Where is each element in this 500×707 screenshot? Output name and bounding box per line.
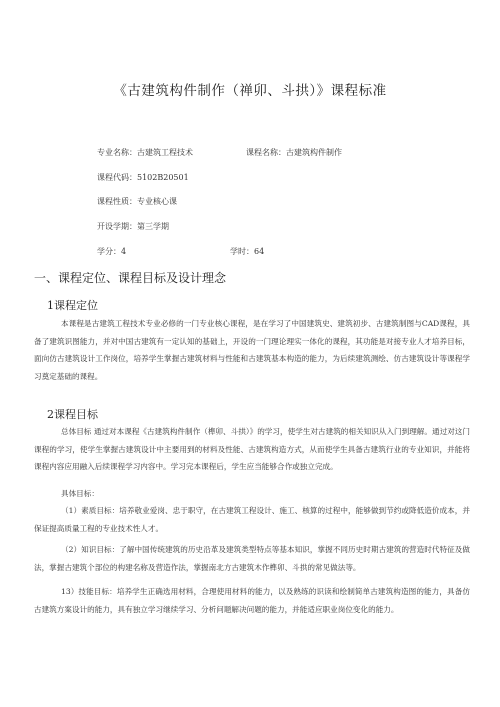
knowledge-goal-paragraph: （2）知识目标：了解中国传统建筑的历史沿革及建筑类型特点等基本知识，掌握不同历史时期古建筑的营造时代特征及做法，掌握古建筑个部位的构建名称及营造作法，掌握南北方古建筑木作榫卯、斗拱的常见做法等。 bbox=[34, 545, 470, 572]
skill-goal-paragraph: 13）技能目标：培养学生正确选用材料，合理使用材料的能力，以及熟练的识读和绘制简单古建筑构造图的能力，具备仿古建筑方案设计的能力，具有独立学习继续学习、分析问题解决问题的能力，并能适应职业岗位变化的能力。 bbox=[34, 587, 470, 614]
hours: 学时：64 bbox=[230, 247, 265, 256]
semester: 开设学期：第三学期 bbox=[97, 222, 169, 231]
major-name: 专业名称：古建筑工程技术 bbox=[97, 148, 193, 157]
specific-goals-label: 具体目标： bbox=[61, 489, 99, 498]
course-code: 课程代码：5102B20501 bbox=[97, 173, 189, 182]
quality-goal-paragraph: （1）素质目标：培养敬业爱岗、忠于职守，在古建筑工程设计、施工、核算的过程中，能够做到节约或降低造价成本，并保证提高质量工程的专业技术性人才。 bbox=[34, 506, 470, 533]
document-title: 《古建筑构件制作（禅卯、斗拱）》课程标准 bbox=[113, 83, 387, 99]
course-name: 课程名称：古建筑构件制作 bbox=[246, 148, 342, 157]
subsection-heading-goals: 2课程目标 bbox=[47, 408, 98, 421]
credits: 学分：4 bbox=[97, 247, 127, 256]
section-heading-1: 一、课程定位、课程目标及设计理念 bbox=[34, 271, 227, 285]
course-type: 课程性质：专业核心课 bbox=[97, 197, 177, 206]
positioning-paragraph: 本课程是古建筑工程技术专业必修的一门专业核心课程，是在学习了中国建筑史、建筑初步、古建筑制图与CAD课程，具备了建筑识图能力，并对中国古建筑有一定认知的基础上，开设的一门理论理实一体化的课程，其功能是对接专业人才培养目标，面向仿古建筑设计工作岗位，培养学生掌握古建筑材料与性能和古建筑基本构造的能力，为后续建筑测绘、仿古建筑设计等课程学习奠定基础的课程。 bbox=[34, 319, 470, 381]
general-goal-paragraph: 总体目标 通过对本课程《古建筑构件制作（榫卯、斗拱）》的学习，使学生对古建筑的相关知识从入门到理解。通过对这门课程的学习，使学生掌握古建筑设计中主要用到的材料及性能、古建筑构造方式，从而使学生具备古建筑行业的专业知识，并能将课程内容应用融入后续课程学习内容中。学习完本课程后，学生应当能够合作或独立完成。 bbox=[34, 427, 470, 471]
subsection-heading-positioning: 1课程定位 bbox=[47, 299, 98, 312]
